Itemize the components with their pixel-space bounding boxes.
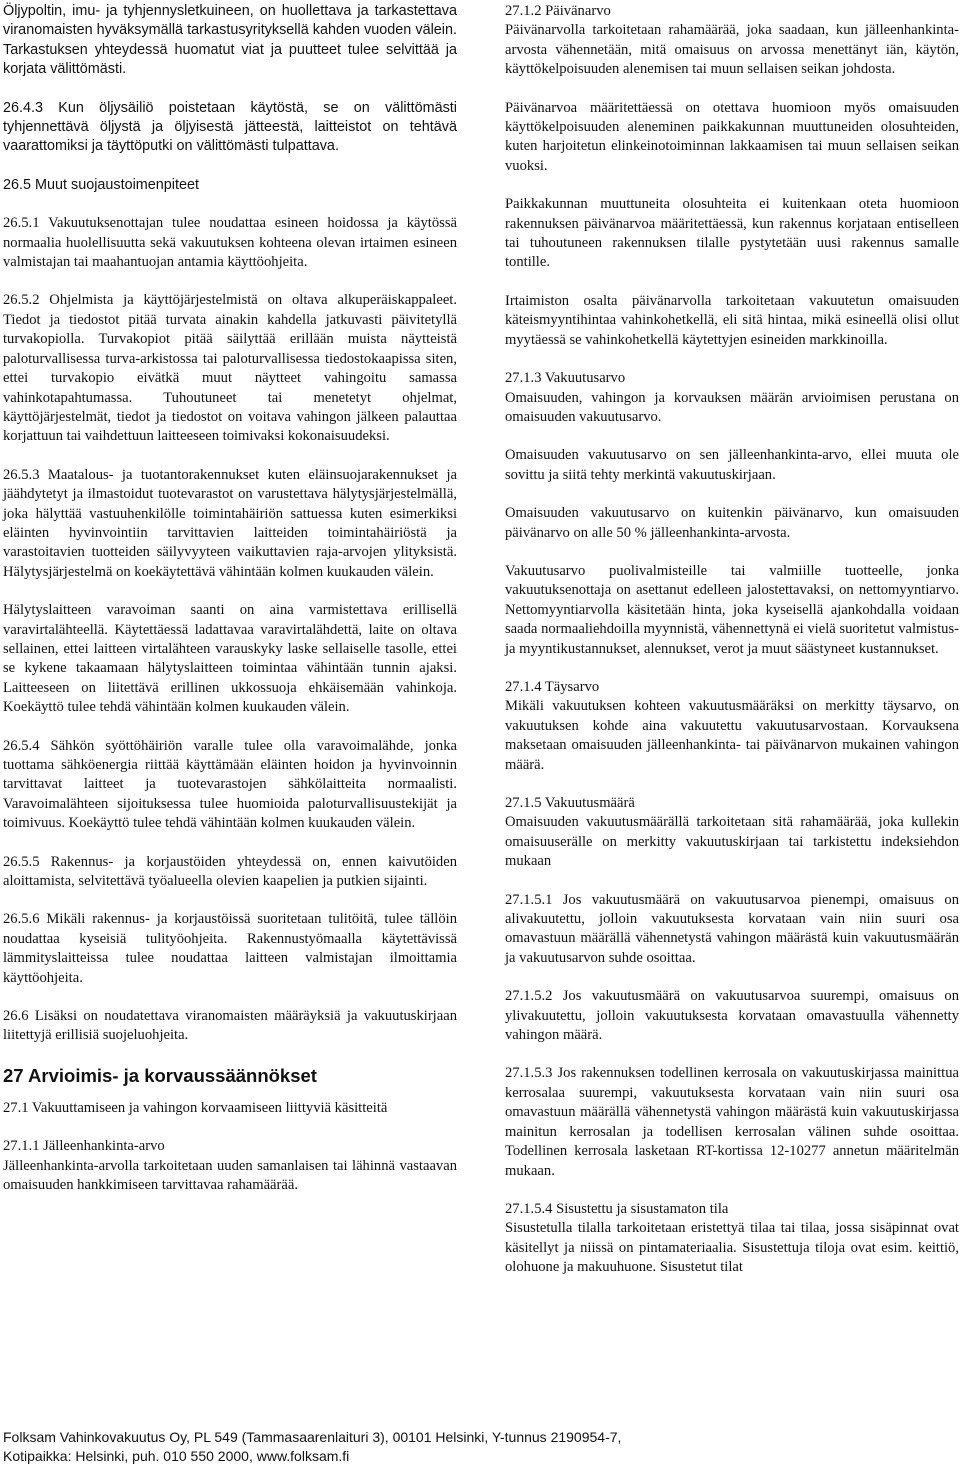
footer-company-line: Folksam Vahinkovakuutus Oy, PL 549 (Tammasaarenlaituri 3), 00101 Helsinki, Y-tunnus 2190954-7,	[3, 1429, 622, 1445]
heading-27-1-4: 27.1.4 Täysarvo	[505, 678, 600, 695]
paragraph-26-5-3: 26.5.3 Maatalous- ja tuotantorakennukset kuten eläinsuojarakennukset ja jäähdytetyt ja ilmastoidut tuotevarastot on varustettava hälytysjärjestelmällä, joka hälyttää vastuuhenkilölle toimintahäiriön sattuessa kuten esimerkiksi eläinten hyvinvointiin tarvittavien laitteiden toimintahäiriöstä ja varastoitavien tuotteiden säilyvyyteen vaikuttavien raja-arvojen ylityksistä. Hälytysjärjestelmä on koekäytettävä vähintään kolmen kuukauden välein.	[3, 466, 457, 580]
paragraph-27-1-3	[505, 369, 959, 427]
right-column	[505, 2, 959, 1297]
paragraph-26-5-2: 26.5.2 Ohjelmista ja käyttöjärjestelmistä on oltava alkuperäiskappaleet. Tiedot ja tiedostot pitää turvata ainakin kahdella jatkuvasti päivitetyllä turvakopiolla. Turvakopiot pitää säilyttää erillään muista näytteistä paloturvallisessa turva-arkistossa tai paloturvallisessa tiedostokaapissa siten, ettei turvakopio eivätkä muut näytteet vahingoitu samassa vahinkotapahtumassa. Tuhoutuneet tai menetetyt ohjelmat, käyttöjärjestelmät, tiedot ja tiedostot on voitava vahingon jälkeen palauttaa korjattuun tai vaihdettuun laitteeseen toimivaksi kokonaisuudeksi.	[3, 292, 457, 445]
paragraph-alarm-power: Hälytyslaitteen varavoiman saanti on aina varmistettava erillisellä varavirtalähteellä. Käytettäessä ladattavaa varavirtalähdettä, laite on oltava sellainen, ettei laitteen virtalähteen varauskyky laske sellaiselle tasolle, ettei se kykene takaamaan hälytyslaitteen toimintaa vähintään tunnin ajaksi. Laitteeseen on liitettävä erillinen ukkossuoja ehkäisemään vahinkoja. Koekäyttö tulee tehdä vähintään kolmen kuukauden välein.	[3, 602, 457, 716]
paragraph-26-6: 26.6 Lisäksi on noudatettava viranomaisten määräyksiä ja vakuutuskirjaan liitettyjä erillisiä suojeluohjeita.	[3, 1008, 457, 1044]
text-27-1-4: Mikäli vakuutuksen kohteen vakuutusmääräksi on merkitty täysarvo, on vakuutuksen kohde aina vakuutettu vakuutusarvostaan. Korvauksena maksetaan omaisuuden jälleenhankinta- tai päivänarvon mukainen vahingon määrä.	[505, 698, 959, 773]
text-27-1-5-4: Sisustetulla tilalla tarkoitetaan eristettyä tilaa tai tilaa, jossa sisäpinnat ovat käsitellyt ja niissä on pintamateriaalia. Sisustettuja tiloja ovat esim. keittiö, olohuone ja makuuhuone. Sisustetut tilat	[505, 1220, 959, 1276]
paragraph-27-1-2	[505, 2, 959, 80]
paragraph-27-1-1	[3, 1137, 457, 1195]
heading-27-1-3: 27.1.3 Vakuutusarvo	[505, 370, 626, 387]
paragraph-27-1-5-2: 27.1.5.2 Jos vakuutusmäärä on vakuutusarvoa suurempi, omaisuus on ylivakuutettu, jolloin vakuutuksesta korvataan omavastuulla vähennetty vahingon määrä.	[505, 988, 959, 1044]
heading-27-1-2: 27.1.2 Päivänarvo	[505, 3, 611, 19]
paragraph-26-4-3: 26.4.3 Kun öljysäiliö poistetaan käytöstä, se on välittömästi tyhjennettävä öljystä ja öljyisestä jätteestä, laitteistot on tehtävä vaarattomiksi ja täyttöputki on välittömästi tulpattava.	[3, 99, 457, 155]
text-27-1-5: Omaisuuden vakuutusmäärällä tarkoitetaan sitä rahamäärää, joka kullekin omaisuuserälle on merkitty vakuutuskirjaan tai tarkistettu indeksiehdon mukaan	[505, 814, 959, 870]
paragraph-day-value-2: Päivänarvoa määritettäessä on otettava huomioon myös omaisuuden käyttökelpoisuuden aleneminen paikkakunnan muuttuneiden olosuhteiden, kuten harjoitetun elinkeinotoiminnan lakkaamisen tai muun sellaisen seikan vuoksi.	[505, 99, 959, 174]
paragraph-26-5-6: 26.5.6 Mikäli rakennus- ja korjaustöissä suoritetaan tulitöitä, tulee tällöin noudattaa kyseisiä tulityöohjeita. Rakennustyömaalla käytettävissä lämmityslaitteissa tulee noudattaa laitteen valmistajan ilmoittamia käyttöohjeita.	[3, 911, 457, 986]
paragraph-27-1-4	[505, 678, 959, 775]
paragraph-26-5-4: 26.5.4 Sähkön syöttöhäiriön varalle tulee olla varavoimalähde, jonka tuottama sähköenergia riittää käyttämään eläinten hoidon ja hyvinvoinnin tarvittavat laitteet ja tuotevarastojen sähkölaitteita normaalisti. Varavoimalähteen sijoituksessa tulee huomioida paloturvallisuustekijät ja toimivuus. Koekäyttö tulee tehdä vähintään kolmen kuukauden välein.	[3, 737, 457, 832]
text-27-1-3: Omaisuuden, vahingon ja korvauksen määrän arvioimisen perustana on omaisuuden vakuutusarvo.	[505, 389, 959, 425]
paragraph-day-value-3: Paikkakunnan muuttuneita olosuhteita ei kuitenkaan oteta huomioon rakennuksen päivänarvoa määritettäessä, kun rakennus korjataan entiselleen tai tuhoutuneen rakennuksen tilalle pystytetään uusi rakennus samalle tontille.	[505, 196, 959, 271]
paragraph-insurance-value-4: Vakuutusarvo puolivalmisteille tai valmiille tuotteelle, jonka vakuutuksenottaja on asettanut edelleen jalostettavaksi, on nettomyyntiarvo. Nettomyyntiarvolla käsitetään hinta, joka kyseisellä ajankohdalla voidaan saada normaaliehdoilla myynnistä, vähennettynä ei vielä suoritetut valmistus- ja myyntikustannukset, alennukset, verot ja muut säästyneet kustannukset.	[505, 562, 959, 657]
paragraph-27-1-5-3: 27.1.5.3 Jos rakennuksen todellinen kerrosala on vakuutuskirjassa mainittua kerrosalaa suurempi, vakuutuksesta korvataan vain niin suuri osa omavastuun määrällä vähennetystä vahingon määrästä kuin vakuutuskirjassa mainitun kerrosalan ja todellisen kerrosalan välinen suhde osoittaa. Todellinen kerrosala lasketaan RT-kortissa 12-10277 annetun määritelmän mukaan.	[505, 1065, 959, 1179]
footer-contact-line: Kotipaikka: Helsinki, puh. 010 550 2000, www.folksam.fi	[3, 1448, 350, 1464]
paragraph-day-value-4: Irtaimiston osalta päivänarvolla tarkoitetaan vakuutetun omaisuuden käteismyyntihintaa vahinkohetkellä, eli sitä hintaa, mikä esineellä olisi ollut myytäessä se vahinkohetkellä käytettyjen esineiden markkinoilla.	[505, 292, 959, 348]
paragraph-27-1: 27.1 Vakuuttamiseen ja vahingon korvaamiseen liittyviä käsitteitä	[3, 1099, 388, 1116]
heading-27-1-1: 27.1.1 Jälleenhankinta-arvo	[3, 1138, 165, 1155]
page-footer	[3, 1428, 621, 1466]
paragraph-26-5-1: 26.5.1 Vakuutuksenottajan tulee noudattaa esineen hoidossa ja käytössä normaalia huolellisuutta sekä vakuutuksen kohteena olevan irtaimen esineen valmistajan tai maahantuojan antamia käyttöohjeita.	[3, 215, 457, 271]
heading-26-5: 26.5 Muut suojaustoimenpiteet	[3, 176, 199, 193]
paragraph-insurance-value-3: Omaisuuden vakuutusarvo on kuitenkin päivänarvo, kun omaisuuden päivänarvo on alle 50 % jälleenhankinta-arvosta.	[505, 505, 959, 541]
paragraph-insurance-value-2: Omaisuuden vakuutusarvo on sen jälleenhankinta-arvo, ellei muuta ole sovittu ja siitä tehty merkintä vakuutuskirjaan.	[505, 447, 959, 483]
paragraph-27-1-5	[505, 794, 959, 872]
heading-27-1-5-4: 27.1.5.4 Sisustettu ja sisustamaton tila	[505, 1200, 729, 1217]
left-column	[3, 2, 457, 1215]
paragraph-oil-burner: Öljypoltin, imu- ja tyhjennysletkuineen, on huollettava ja tarkastettava viranomaisten hyväksymällä tarkastusyrityksellä kahden vuoden välein. Tarkastuksen yhteydessä huomatut viat ja puutteet tulee selvittää ja korjata välittömästi.	[3, 3, 457, 78]
paragraph-27-1-5-4	[505, 1200, 959, 1278]
paragraph-27-1-5-1: 27.1.5.1 Jos vakuutusmäärä on vakuutusarvoa pienempi, omaisuus on alivakuutettu, jolloin vakuutuksesta korvataan vain niin suuri osa omavastuun määrällä vähennetystä vahingon määrästä kuin vakuutusmäärän ja vakuutusarvon suhde osoittaa.	[505, 891, 959, 966]
text-27-1-2: Päivänarvolla tarkoitetaan rahamäärää, joka saadaan, kun jälleenhankinta-arvosta vähennetään, mitä omaisuus on arvossa menettänyt iän, käytön, käyttökelpoisuuden alenemisen tai muun sellaisen seikan johdosta.	[505, 22, 959, 78]
section-heading-27: 27 Arvioimis- ja korvaussäännökset	[3, 1064, 317, 1086]
paragraph-26-5-5: 26.5.5 Rakennus- ja korjaustöiden yhteydessä on, ennen kaivutöiden aloittamista, selvitettävä työalueella olevien kaapelien ja putkien sijainti.	[3, 853, 457, 890]
text-27-1-1: Jälleenhankinta-arvolla tarkoitetaan uuden samanlaisen tai lähinnä vastaavan omaisuuden hankkimiseen tarvittavaa rahamäärää.	[3, 1157, 457, 1194]
heading-27-1-5: 27.1.5 Vakuutusmäärä	[505, 795, 635, 811]
